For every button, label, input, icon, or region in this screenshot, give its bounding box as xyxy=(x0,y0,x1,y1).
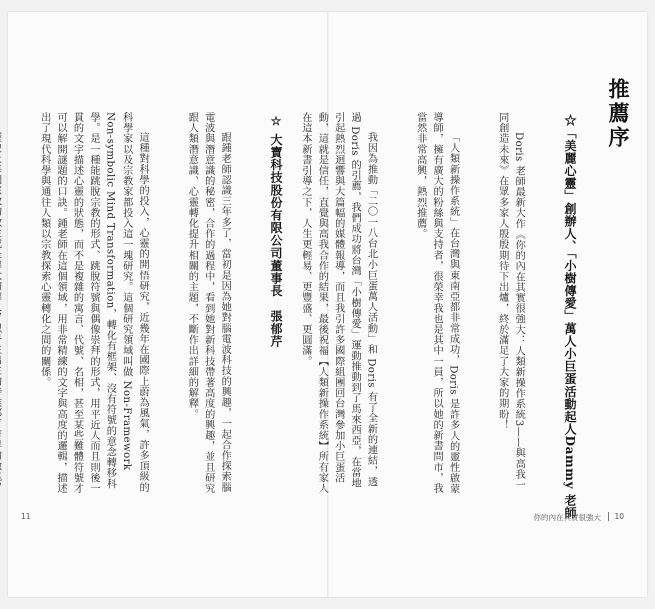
page-title: 推薦序 xyxy=(606,78,631,150)
body-paragraph: 我因為推動「二〇一八台北小巨蛋萬人活動」和 Doris 有了全新的連結，透過 Doris 的引薦，我們成功將台灣「小樹傳愛」運動推動到了馬來西亞，在當地引起熱烈迴響與大篇幅的媒體報導，而且我引許多國際組團回台灣參加小巨蛋活動，這就是信任，直覺與高我合作的結果，最後祝福【人類新操作系統】所有家人在這本新書引導之下，人生更輕易、更豐盛、更圓滿。 xyxy=(299,112,377,494)
page-number: 10 xyxy=(614,512,624,521)
recommender-heading: ☆ 大寶科技股份有限公司董事長 張郁芹 xyxy=(269,114,283,348)
footer-divider xyxy=(608,512,609,521)
left-page xyxy=(8,12,327,597)
body-paragraph: 這種對科學的投入，心靈的開悟研究，近幾年在國際上蔚為風氣，許多頂級的科學家以及宗教家都投入這一塊研究。這個研究領域叫做 Non-Framework Non-symbolic Mind Transformation，轉化有框架、沒有符號的意念轉移科學。是一種能跳脫宗教的形式、跳脫符號與偶像崇拜的形式，用平近人而且則後一貫的文字描述心靈的狀態，而不是複雜的寓言、代號、名相，甚至某些難體符號才可以解開謎題的口訣。鍾老師在這個領域，用非常精練的文字與高度的邏輯，描述出了現代科學與通往人類以宗教探索心靈轉化之間的關係。 xyxy=(38,112,149,494)
right-page-body xyxy=(299,112,559,495)
page-number: 11 xyxy=(21,512,31,521)
body-paragraph: 跟鍾老師認識三年多了，當初是因為她對腦電波科技的興趣，一起合作探索腦電波與潛意識的秘密，合作的過程中，看到她對新科技帶著高度的興趣，並且研究跟人類潛意識、心靈轉化提升相關的主題，不斷作出詳細的解釋。 xyxy=(186,112,231,494)
body-paragraph xyxy=(0,112,3,495)
running-title: 你的內在其實很強大 xyxy=(533,513,601,522)
book-spread xyxy=(8,12,647,597)
body-paragraph: Doris 老師最新大作《你的內在其實很強大：人類新操作系統3——與高我一同創造未來》在眾多家人殷殷期待下出爐，終於滿足了大家的期盼！ xyxy=(496,112,525,491)
right-page xyxy=(299,12,647,597)
recommender-heading: ☆「美麗心靈」創辦人、「小樹傳愛」萬人小巨蛋活動起人Dammy 老師 xyxy=(563,114,577,520)
left-page-body xyxy=(20,112,265,495)
body-paragraph: 「人類新操作系統」在台灣與東南亞都非常成功，Doris 是許多人的靈性啟蒙導師，擁有廣大的粉絲與支持者，很榮幸我也是其中一員，所以她的新書問市，我當然非常高興，熱烈推薦。 xyxy=(414,112,459,495)
